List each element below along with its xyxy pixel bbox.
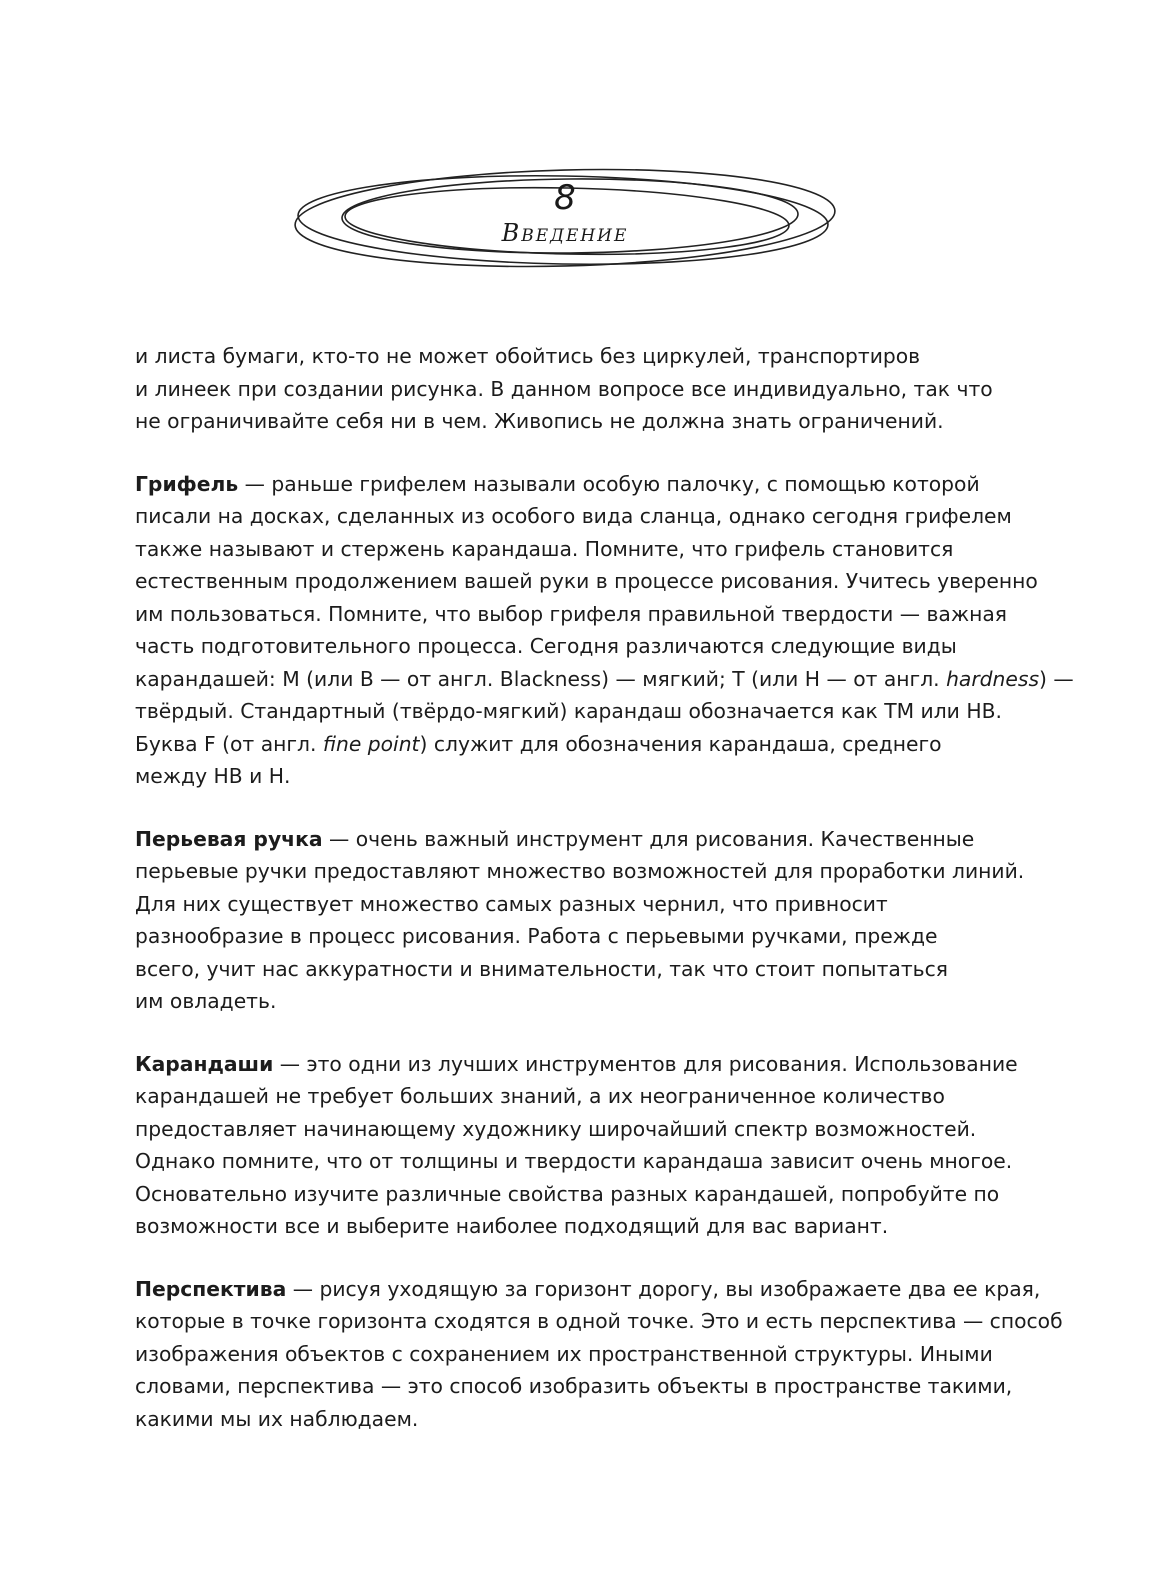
text-line: карандашей не требует больших знаний, а их неограниченное количество	[135, 1084, 945, 1108]
text-line: всего, учит нас аккуратности и внимательности, так что стоит попытаться	[135, 956, 948, 981]
text-line: Для них существует множество самых разных чернил, что привносит	[135, 891, 888, 916]
text-line: также называют и стержень карандаша. Помните, что грифель становится	[135, 536, 954, 561]
text-line	[135, 823, 1035, 856]
text-run: Буква F (от англ.	[135, 731, 323, 756]
text-line	[135, 1048, 1035, 1081]
text-line	[135, 1273, 1041, 1306]
text-line: Основательно изучите различные свойства разных карандашей, попробуйте по	[135, 1181, 1000, 1206]
page-header	[280, 160, 850, 280]
text-line: естественным продолжением вашей руки в процессе рисования. Учитесь уверенно	[135, 569, 1038, 593]
text-run: — рисуя уходящую за горизонт дорогу, вы изображаете два ее края,	[286, 1276, 1041, 1301]
section-title: Введение	[501, 219, 629, 247]
text-line: изображения объектов с сохранением их пространственной структуры. Иными	[135, 1341, 993, 1366]
text-run: карандашей: М (или В — от англ. Blackness) — мягкий; Т (или Н — от англ.	[135, 666, 947, 691]
text-line	[135, 728, 1035, 761]
text-line: писали на досках, сделанных из особого вида сланца, однако сегодня грифелем	[135, 504, 1012, 528]
term-pencils: Карандаши	[135, 1051, 274, 1076]
text-line: перьевые ручки предоставляют множество возможностей для проработки линий.	[135, 859, 1025, 883]
page-number: 8	[554, 178, 576, 218]
text-line: между НВ и Н.	[135, 764, 291, 788]
text-line: твёрдый. Стандартный (твёрдо-мягкий) карандаш обозначается как ТМ или НВ.	[135, 699, 1002, 723]
text-line	[135, 663, 1074, 696]
text-line: и листа бумаги, кто-то не может обойтись без циркулей, транспортиров	[135, 344, 921, 368]
text-run: — раньше грифелем называли особую палочку, с помощью которой	[238, 471, 980, 496]
italic-term-hardness: hardness	[946, 666, 1040, 691]
text-line: и линеек при создании рисунка. В данном вопросе все индивидуально, так что	[135, 376, 993, 401]
text-line: словами, перспектива — это способ изобразить объекты в пространстве такими,	[135, 1374, 1013, 1398]
term-grifel: Грифель	[135, 471, 239, 496]
text-line: часть подготовительного процесса. Сегодня различаются следующие виды	[135, 634, 957, 658]
text-line: им пользоваться. Помните, что выбор грифеля правильной твердости — важная	[135, 601, 1007, 626]
text-run: ) —	[1039, 666, 1074, 691]
text-line: возможности все и выберите наиболее подходящий для вас вариант.	[135, 1214, 889, 1238]
text-line	[135, 468, 1035, 501]
text-line: разнообразие в процесс рисования. Работа с перьевыми ручками, прежде	[135, 924, 938, 948]
text-line: предоставляет начинающему художнику широчайший спектр возможностей.	[135, 1116, 977, 1141]
intro-paragraph	[135, 340, 1035, 438]
text-run: ) служит для обозначения карандаша, среднего	[419, 731, 942, 756]
text-line: Однако помните, что от толщины и твердости карандаша зависит очень многое.	[135, 1149, 1013, 1173]
term-perspective: Перспектива	[135, 1276, 287, 1301]
text-line: им овладеть.	[135, 989, 277, 1013]
text-run: — это одни из лучших инструментов для рисования. Использование	[273, 1051, 1018, 1076]
grifel-paragraph	[135, 468, 1074, 793]
text-line: какими мы их наблюдаем.	[135, 1406, 419, 1431]
text-line: которые в точке горизонта сходятся в одной точке. Это и есть перспектива — способ	[135, 1309, 1063, 1333]
perspective-paragraph	[135, 1273, 1063, 1436]
term-pen: Перьевая ручка	[135, 826, 323, 851]
pen-paragraph	[135, 823, 1035, 1018]
page-body	[135, 340, 1074, 1465]
italic-term-fine-point: fine point	[322, 731, 420, 756]
text-run: — очень важный инструмент для рисования. Качественные	[322, 826, 975, 851]
pencils-paragraph	[135, 1048, 1035, 1243]
text-line: не ограничивайте себя ни в чем. Живопись не должна знать ограничений.	[135, 409, 944, 433]
